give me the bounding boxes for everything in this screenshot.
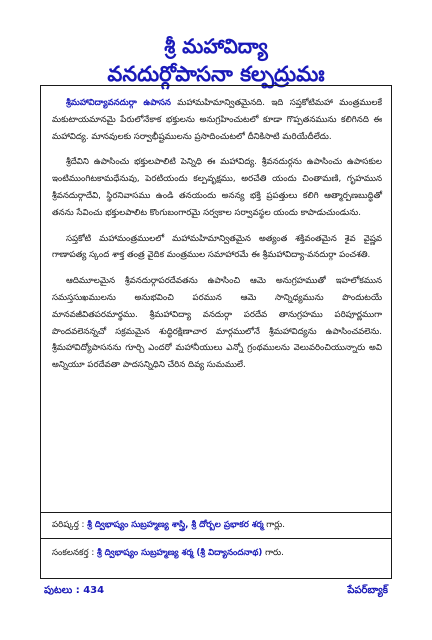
reviewer-suffix: గార్లు. bbox=[266, 520, 286, 530]
reviewer-label: పరిష్కర్త : bbox=[52, 520, 85, 530]
binding-type: పేపర్‌బ్యాక్ bbox=[347, 585, 388, 596]
compiler-label: సంకలనకర్త : bbox=[52, 548, 95, 558]
reviewer-credit bbox=[52, 518, 382, 532]
paragraph-3-text: సప్తకోటి మహామంత్రములలో మహామహిమాన్వితమైన అత్యంత శక్తివంతమైన శైవ వైష్ణవ గాణాపత్య స్కంద శాక్త తంత్ర వైదిక మంత్రముల సమాహారమే ఈ శ్రీమహావిద్యా-వనదుర్గా పంచశతి. bbox=[52, 233, 382, 261]
paragraph-3 bbox=[52, 231, 382, 265]
paragraph-2 bbox=[52, 154, 382, 221]
compiler-names: శ్రీ ద్విభాష్యం సుబ్రహ్మణ్య శర్మ (శ్రీ విద్యానందనాథ) bbox=[96, 548, 263, 558]
reviewer-names: శ్రీ ద్విభాష్యం సుబ్రహ్మణ్య శాస్త్రి, శ్రీ దోర్బల ప్రభాకర శర్మ bbox=[87, 520, 264, 530]
title-line-1: శ్రీ మహావిద్యా bbox=[164, 34, 268, 58]
paragraph-1-lead: శ్రీమహావిద్యావనదుర్గా ఉపాసన bbox=[66, 98, 171, 108]
paragraph-2-text: శ్రీదేవిని ఉపాసించు భక్తులపాలిటి పెన్నిధి ఈ మహావిద్య. శ్రీవనదుర్గను ఉపాసించు ఉపాసకుల ఇంటిముంగిటకామధేనువు, పెరటియందు కల్పవృక్షము, అరచేతి యందు చింతామణి, గృహమున శ్రీవనదుర్గాదేవి, స్థిరనివాసము ఉండి తనయందు అనన్య భక్తి ప్రపత్తులు కలిగి ఆత్మార్పణబుద్ధితో తనను సేవించు భక్తులపాలిట కొంగుబంగారమై సర్వకాల సర్వావస్థల యందు కాపాడుచుండును. bbox=[52, 157, 382, 218]
body-text bbox=[52, 95, 382, 383]
page-count: పుటలు : 434 bbox=[44, 585, 105, 596]
divider-2 bbox=[40, 538, 392, 539]
paragraph-4 bbox=[52, 273, 382, 374]
compiler-suffix: గారు. bbox=[265, 548, 284, 558]
divider-1 bbox=[40, 512, 392, 513]
paragraph-1-text: మహామహిమాన్వితమైనది. ఇది సప్తకోటిమహా మంత్రములకే మకుటాయమానమై పేరులోనేకాక భక్తులను అనుగ్రహించుటలో కూడా గొప్పతనమును కలిగినది ఈ మహావిద్య. మానవులకు సర్వాభీష్టములను ప్రసాదించుటలో దీనికిసాటి మరియేదీలేదు. bbox=[52, 98, 382, 142]
paragraph-1 bbox=[52, 95, 382, 145]
title-line-2: వనదుర్గోపాసనా కల్పద్రుమః bbox=[107, 62, 325, 86]
paragraph-4-text: ఆదిమూలమైన శ్రీవనదుర్గాపరదేవతను ఉపాసించి ఆమె అనుగ్రహముతో ఇహలోకమున సమస్తసుఖములను అనుభవించి పరమున ఆమె సాన్నిధ్యమును పొందుటయే మానవజీవితపరమార్థము. శ్రీమహావిద్యా వనదుర్గా పరదేవ తానుగ్రహము పరిపూర్ణముగా పొందవలెనన్నచో సక్రమమైన శుద్ధిరక్షిణాచార మార్గములోనే శ్రీమహావిద్యను ఉపాసించవలెను. శ్రీమహావిద్యోపాసనను గూర్చి ఎందరో మహానీయులు ఎన్నో గ్రంథములను వెలువరించియున్నారు అవి అన్నియూ పరదేవతా పాదసన్నిధిని చేరిన దివ్య సుమములే. bbox=[52, 276, 382, 371]
compiler-credit bbox=[52, 546, 382, 560]
